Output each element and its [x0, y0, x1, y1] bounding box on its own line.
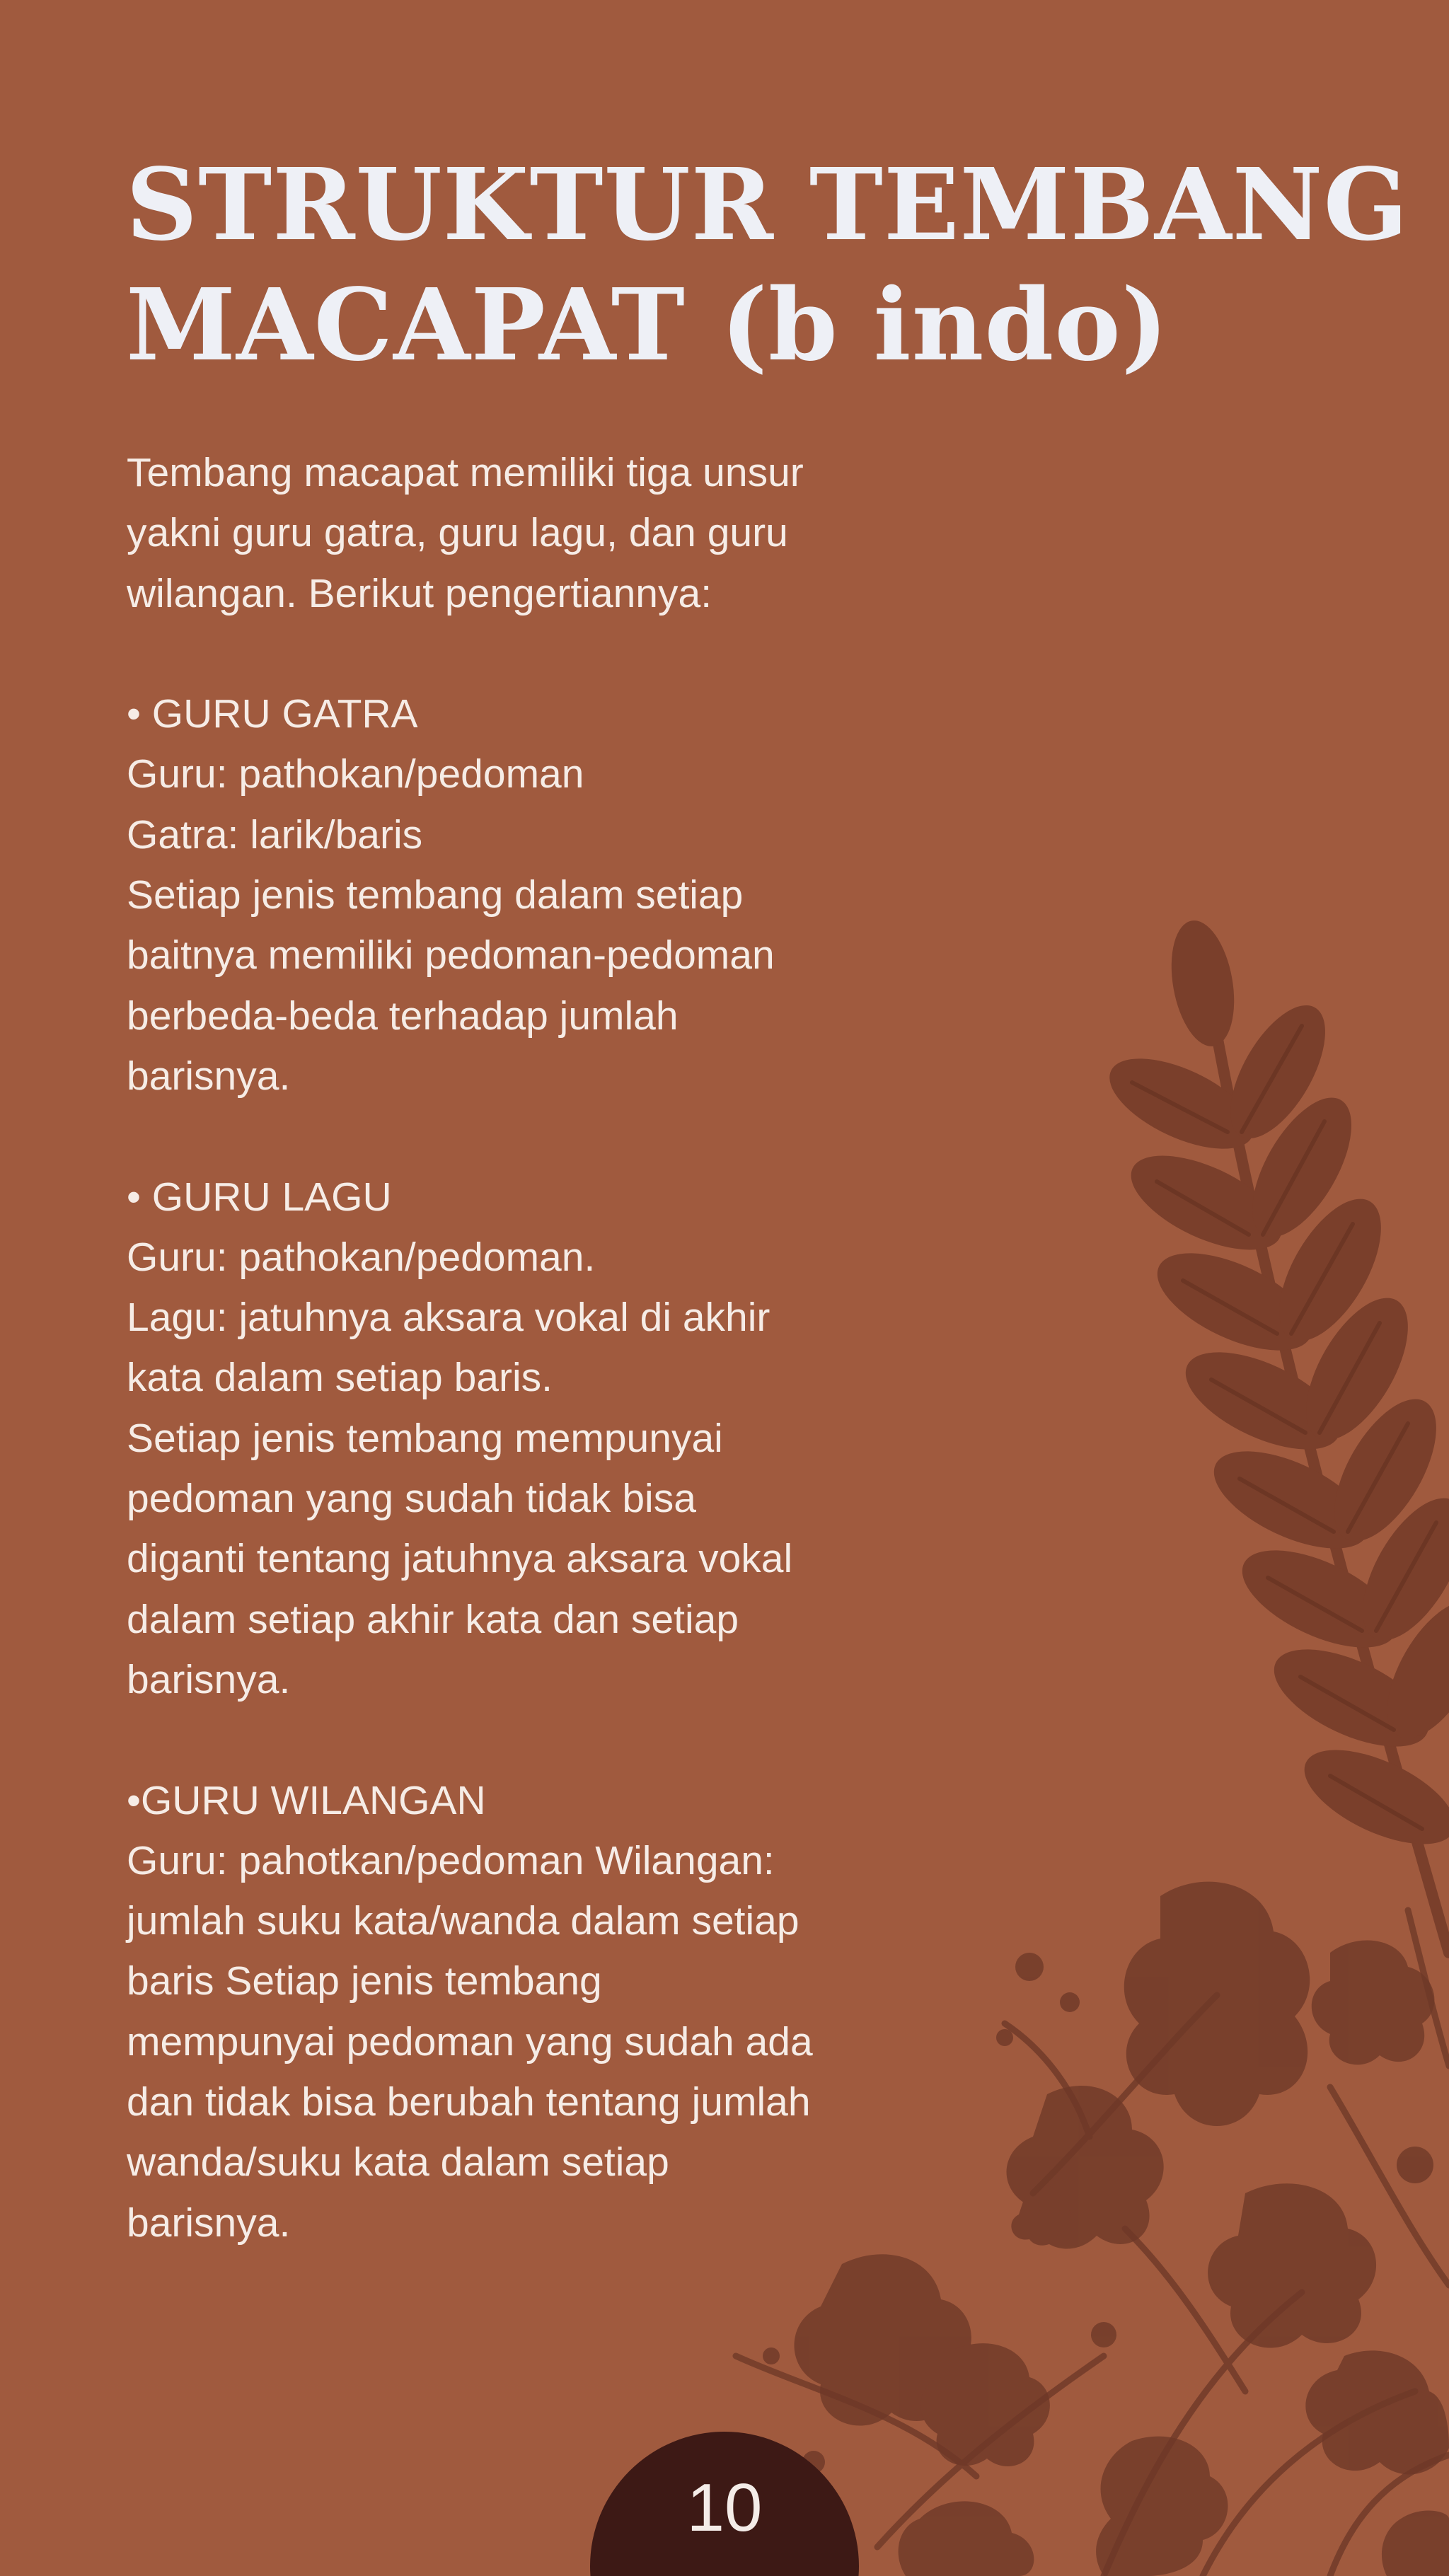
text-line: wanda/suku kata dalam setiap [127, 2139, 669, 2185]
text-line: berbeda-beda terhadap jumlah [127, 993, 679, 1039]
title-line-2: MACAPAT (b indo) [126, 267, 1169, 383]
text-line: yakni guru gatra, guru lagu, dan guru [127, 510, 788, 556]
text-line: baitnya memiliki pedoman-pedoman [127, 932, 775, 978]
page-title [126, 145, 1409, 386]
text-line: dalam setiap akhir kata dan setiap [127, 1596, 739, 1642]
text-line: Setiap jenis tembang mempunyai [127, 1415, 723, 1461]
section-heading: • GURU LAGU [127, 1174, 392, 1220]
section-heading: • GURU GATRA [127, 691, 418, 737]
intro-paragraph [127, 443, 976, 624]
text-line: Setiap jenis tembang dalam setiap [127, 872, 744, 918]
text-line: barisnya. [127, 1053, 291, 1099]
text-line: Guru: pahotkan/pedoman Wilangan: [127, 1837, 775, 1883]
text-line: Tembang macapat memiliki tiga unsur [127, 450, 804, 495]
text-line: Guru: pathokan/pedoman. [127, 1234, 596, 1280]
text-line: Guru: pathokan/pedoman [127, 751, 584, 797]
page-number: 10 [686, 2470, 763, 2546]
paragraph-spacer [127, 1107, 976, 1167]
section-heading: •GURU WILANGAN [127, 1777, 486, 1823]
section-guru-lagu [127, 1167, 976, 1711]
text-line: pedoman yang sudah tidak bisa [127, 1476, 696, 1522]
text-line: kata dalam setiap baris. [127, 1355, 553, 1401]
section-guru-gatra [127, 684, 976, 1107]
text-line: mempunyai pedoman yang sudah ada [127, 2018, 813, 2064]
text-line: wilangan. Berikut pengertiannya: [127, 570, 712, 616]
text-line: baris Setiap jenis tembang [127, 1958, 602, 2004]
text-line: barisnya. [127, 2200, 291, 2246]
text-line: diganti tentang jatuhnya aksara vokal [127, 1536, 793, 1582]
paragraph-spacer [127, 1710, 976, 1770]
text-line: jumlah suku kata/wanda dalam setiap [127, 1898, 799, 1944]
paragraph-spacer [127, 624, 976, 684]
section-guru-wilangan [127, 1771, 976, 2253]
text-line: dan tidak bisa berubah tentang jumlah [127, 2079, 811, 2125]
body-text [127, 443, 976, 2253]
title-line-1: STRUKTUR TEMBANG [126, 147, 1409, 263]
text-line: barisnya. [127, 1656, 291, 1702]
text-line: Lagu: jatuhnya aksara vokal di akhir [127, 1295, 770, 1341]
text-line: Gatra: larik/baris [127, 812, 423, 857]
